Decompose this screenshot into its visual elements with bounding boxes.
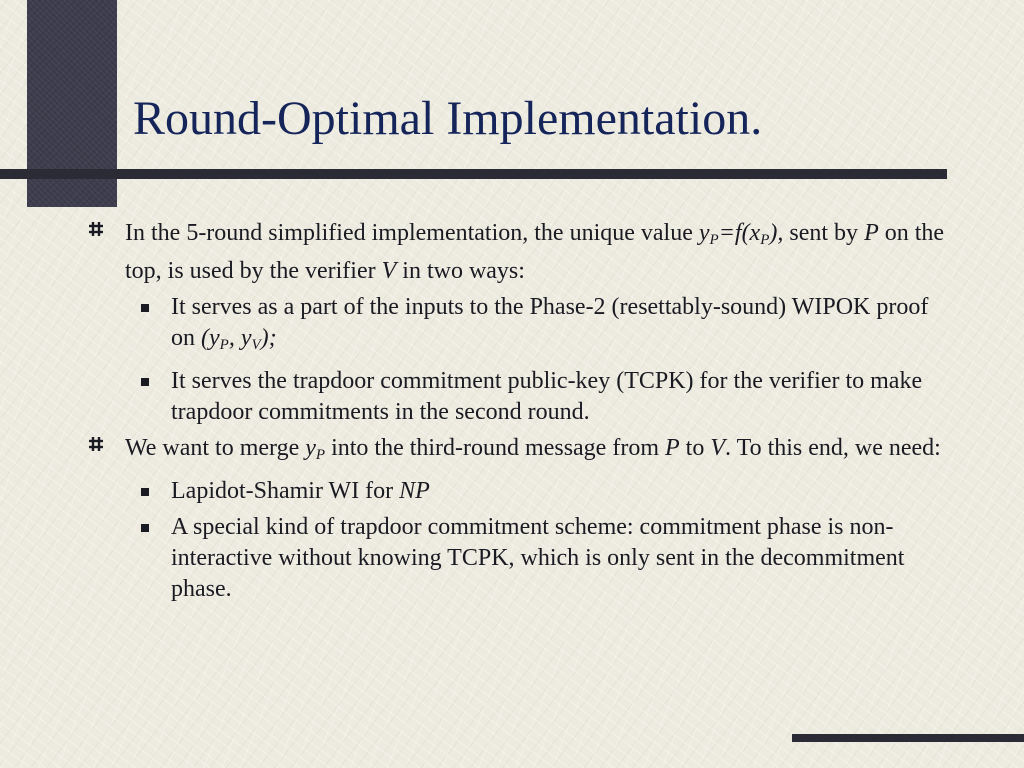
- text-run: V: [710, 435, 726, 461]
- text-run: In the 5-round simplified implementation, the unique value: [125, 220, 699, 246]
- sub-bullet-item: [88, 292, 948, 361]
- text-run: =f(x: [718, 220, 761, 246]
- text-run: V: [381, 258, 397, 284]
- text-run: V: [251, 337, 261, 353]
- text-run: P: [760, 232, 770, 248]
- text-run: Lapidot-Shamir WI for: [171, 478, 400, 504]
- text-run: ),: [769, 220, 784, 246]
- bullet-item: [88, 218, 948, 287]
- text-run: A special kind of trapdoor commitment scheme: commitment phase is non-interactive without knowing TCPK, which is only sent in the decommitment phase.: [171, 514, 905, 602]
- slide-title: Round-Optimal Implementation.: [133, 92, 763, 145]
- text-run: y: [305, 435, 316, 461]
- square-bullet-icon: [141, 488, 149, 496]
- text-run: );: [260, 325, 277, 351]
- text-run: . To this end, we need:: [725, 435, 941, 461]
- square-bullet-icon: [141, 304, 149, 312]
- sub-bullet-item: [88, 476, 948, 507]
- text-run: sent by: [783, 220, 865, 246]
- bullet-item: [88, 433, 948, 471]
- text-run: It serves the trapdoor commitment public-key (TCPK) for the verifier to make trapdoor commitments in the second round.: [171, 368, 923, 425]
- text-run: P: [315, 447, 326, 463]
- text-run: in two ways:: [396, 258, 525, 284]
- sub-bullet-text: [171, 476, 948, 507]
- hash-bullet-icon: [89, 222, 103, 236]
- sub-bullet-text: [171, 292, 948, 361]
- square-bullet-icon: [141, 378, 149, 386]
- bullet-text: [125, 433, 948, 471]
- title-rule: [0, 169, 947, 179]
- text-run: P: [219, 337, 229, 353]
- sub-bullet-text: [171, 512, 948, 605]
- text-run: P: [864, 220, 879, 246]
- text-run: (y: [201, 325, 220, 351]
- bullet-text: [125, 218, 948, 287]
- text-run: P: [709, 232, 719, 248]
- sub-bullet-text: [171, 366, 948, 428]
- text-run: P: [665, 435, 680, 461]
- square-bullet-icon: [141, 524, 149, 532]
- text-run: on the top, is used by the verifier: [125, 220, 945, 284]
- footer-rule: [792, 734, 1024, 742]
- text-run: into the third-round message from: [325, 435, 665, 461]
- slide-body: [88, 218, 948, 610]
- text-run: to: [679, 435, 711, 461]
- sub-bullet-item: [88, 512, 948, 605]
- text-run: NP: [399, 478, 430, 504]
- text-run: y: [698, 220, 710, 246]
- text-run: We want to merge: [125, 435, 306, 461]
- sub-bullet-item: [88, 366, 948, 428]
- hash-bullet-icon: [89, 437, 103, 451]
- text-run: It serves as a part of the inputs to the Phase-2 (resettably-sound) WIPOK proof on: [171, 294, 929, 351]
- text-run: , y: [228, 325, 252, 351]
